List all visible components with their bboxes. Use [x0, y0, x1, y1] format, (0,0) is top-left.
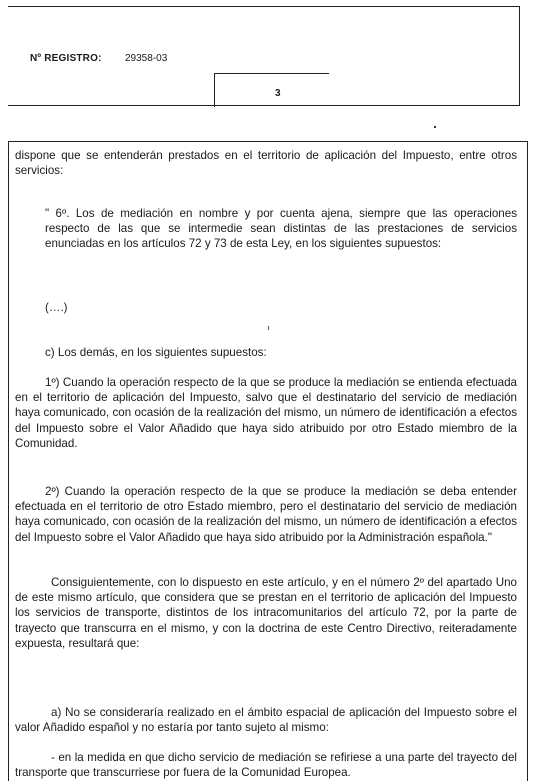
page-number: 3 — [275, 88, 281, 99]
paragraph-intro: dispone que se entenderán prestados en el territorio de aplicación del Impuesto, entre otros servicios: — [15, 149, 517, 178]
scan-speck — [268, 326, 269, 330]
paragraph-1: 1º) Cuando la operación respecto de la que se produce la mediación se entienda efectuada en el territorio de aplicación del Impuesto, salvo que el destinatario del servicio de mediación haya comunicado, con ocasión de la realización del mismo, un número de identificación a efectos del Impuesto sobre el Valor Añadido que haya sido atribuido por otro Estado miembro de la Comunidad. — [15, 376, 517, 450]
paragraph-consiguientemente: Consiguientemente, con lo dispuesto en este artículo, y en el número 2º del apartado Uno de este mismo artículo, que considera que se prestan en el territorio de aplicación del Impuesto los servicios de transporte, distintos de los intracomunitarios del artículo 72, por la parte de trayecto que transcurra en el mismo, y con la doctrina de este Centro Directivo, reiteradamente expuesta, resultará que: — [15, 576, 517, 650]
paragraph-c: c) Los demás, en los siguientes supuestos: — [45, 346, 267, 359]
scan-speck — [434, 126, 436, 128]
page-number-box — [214, 73, 329, 107]
document-body — [8, 141, 528, 781]
registro-value: 29358-03 — [125, 53, 168, 64]
registro-label: Nº REGISTRO: — [30, 53, 102, 64]
paragraph-quote-6: " 6º. Los de mediación en nombre y por cuenta ajena, siempre que las operaciones respecto de las que se intermedie sean distintas de las prestaciones de servicios enunciadas en los artículos 72 y 73 de esta Ley, en los siguientes supuestos: — [45, 207, 517, 251]
paragraph-dash: - en la medida en que dicho servicio de mediación se refiriese a una parte del trayecto del transporte que transcurriese por fuera de la Comunidad Europea. — [15, 751, 517, 780]
paragraph-2: 2º) Cuando la operación respecto de la que se produce la mediación se deba entender efectuada en el territorio de otro Estado miembro, pero el destinatario del servicio de mediación haya comunicado, con ocasión de la realización del mismo, un número de identificación a efectos del Impuesto sobre el Valor Añadido que haya sido atribuido por la Administración española." — [15, 485, 517, 544]
paragraph-a: a) No se consideraría realizado en el ámbito espacial de aplicación del Impuesto sobre el valor Añadido español y no estaría por tanto sujeto al mismo: — [15, 706, 517, 735]
document-header — [8, 6, 520, 106]
paragraph-ellipsis: (….) — [45, 301, 68, 314]
